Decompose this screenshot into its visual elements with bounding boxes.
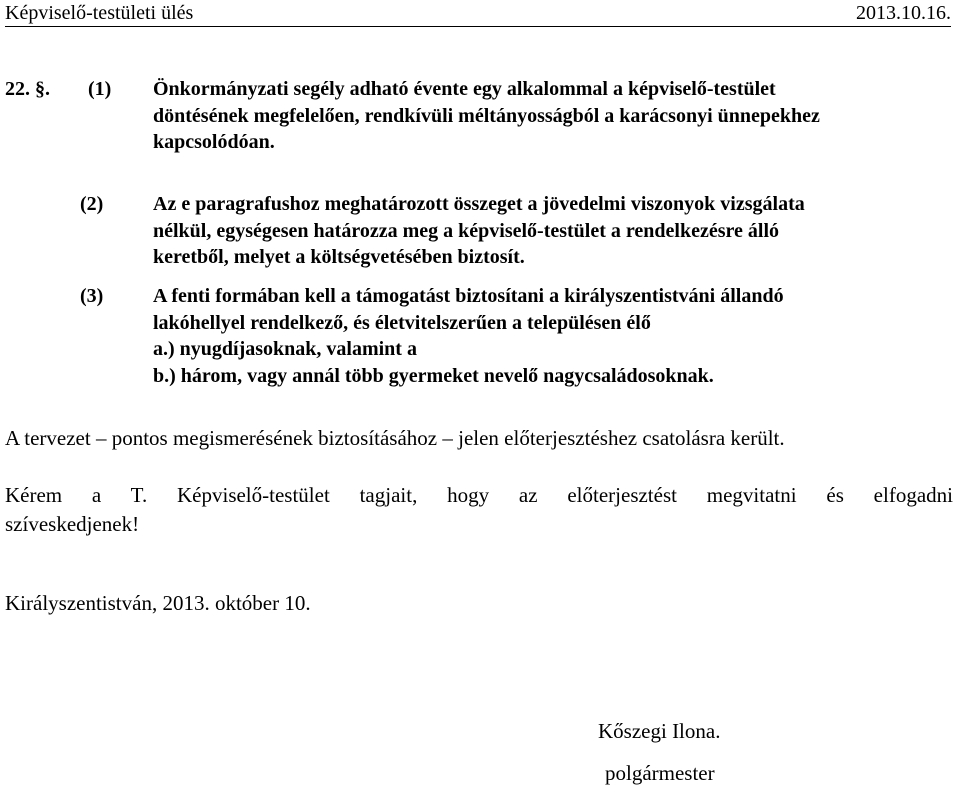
place-date — [5, 589, 953, 618]
subsection-3-line: b.) három, vagy annál több gyermeket nevelő nagycsaládosoknak. — [153, 364, 714, 387]
section-number: 22. §. — [5, 78, 50, 100]
subsection-1-line: kapcsolódóan. — [153, 131, 275, 153]
subsection-1-line: Önkormányzati segély adható évente egy alkalommal a képviselő-testület — [153, 78, 776, 100]
subsection-2-line: Az e paragrafushoz meghatározott összeget a jövedelmi viszonyok vizsgálata — [153, 193, 805, 215]
subsection-3-line: A fenti formában kell a támogatást biztosítani a királyszentistváni állandó — [153, 285, 784, 307]
draft-note-text: A tervezet – pontos megismerésének biztosításához – jelen előterjesztéshez csatolásra került. — [5, 426, 785, 450]
request-line-1: Kérem a T. Képviselő-testület tagjait, hogy az előterjesztést megvitatni és elfogadni — [5, 483, 953, 507]
subsection-1-label: (1) — [88, 78, 112, 100]
draft-note — [5, 424, 953, 453]
signature-role: polgármester — [605, 761, 715, 785]
subsection-1-text — [153, 76, 953, 156]
subsection-2-text — [153, 191, 953, 271]
subsection-2-line: keretből, melyet a költségvetésében biztosít. — [153, 246, 525, 268]
signature-name: Kőszegi Ilona. — [598, 719, 721, 743]
request-line-2: szíveskedjenek! — [5, 512, 140, 536]
subsection-3-line: lakóhellyel rendelkező, és életvitelszerűen a településen élő — [153, 311, 651, 334]
subsection-2-label: (2) — [80, 193, 104, 215]
header-title: Képviselő-testületi ülés — [5, 2, 194, 24]
subsection-2-line: nélkül, egységesen határozza meg a képviselő-testület a rendelkezésre álló — [153, 219, 780, 242]
request-paragraph — [5, 481, 953, 539]
header-date: 2013.10.16. — [856, 2, 951, 24]
place-date-text: Királyszentistván, 2013. október 10. — [5, 591, 311, 615]
page-header — [5, 2, 951, 27]
subsection-3-line: a.) nyugdíjasoknak, valamint a — [153, 338, 417, 360]
subsection-3-label: (3) — [80, 285, 104, 307]
subsection-1-line: döntésének megfelelően, rendkívüli méltányosságból a karácsonyi ünnepekhez — [153, 104, 820, 127]
subsection-3-text — [153, 283, 953, 389]
